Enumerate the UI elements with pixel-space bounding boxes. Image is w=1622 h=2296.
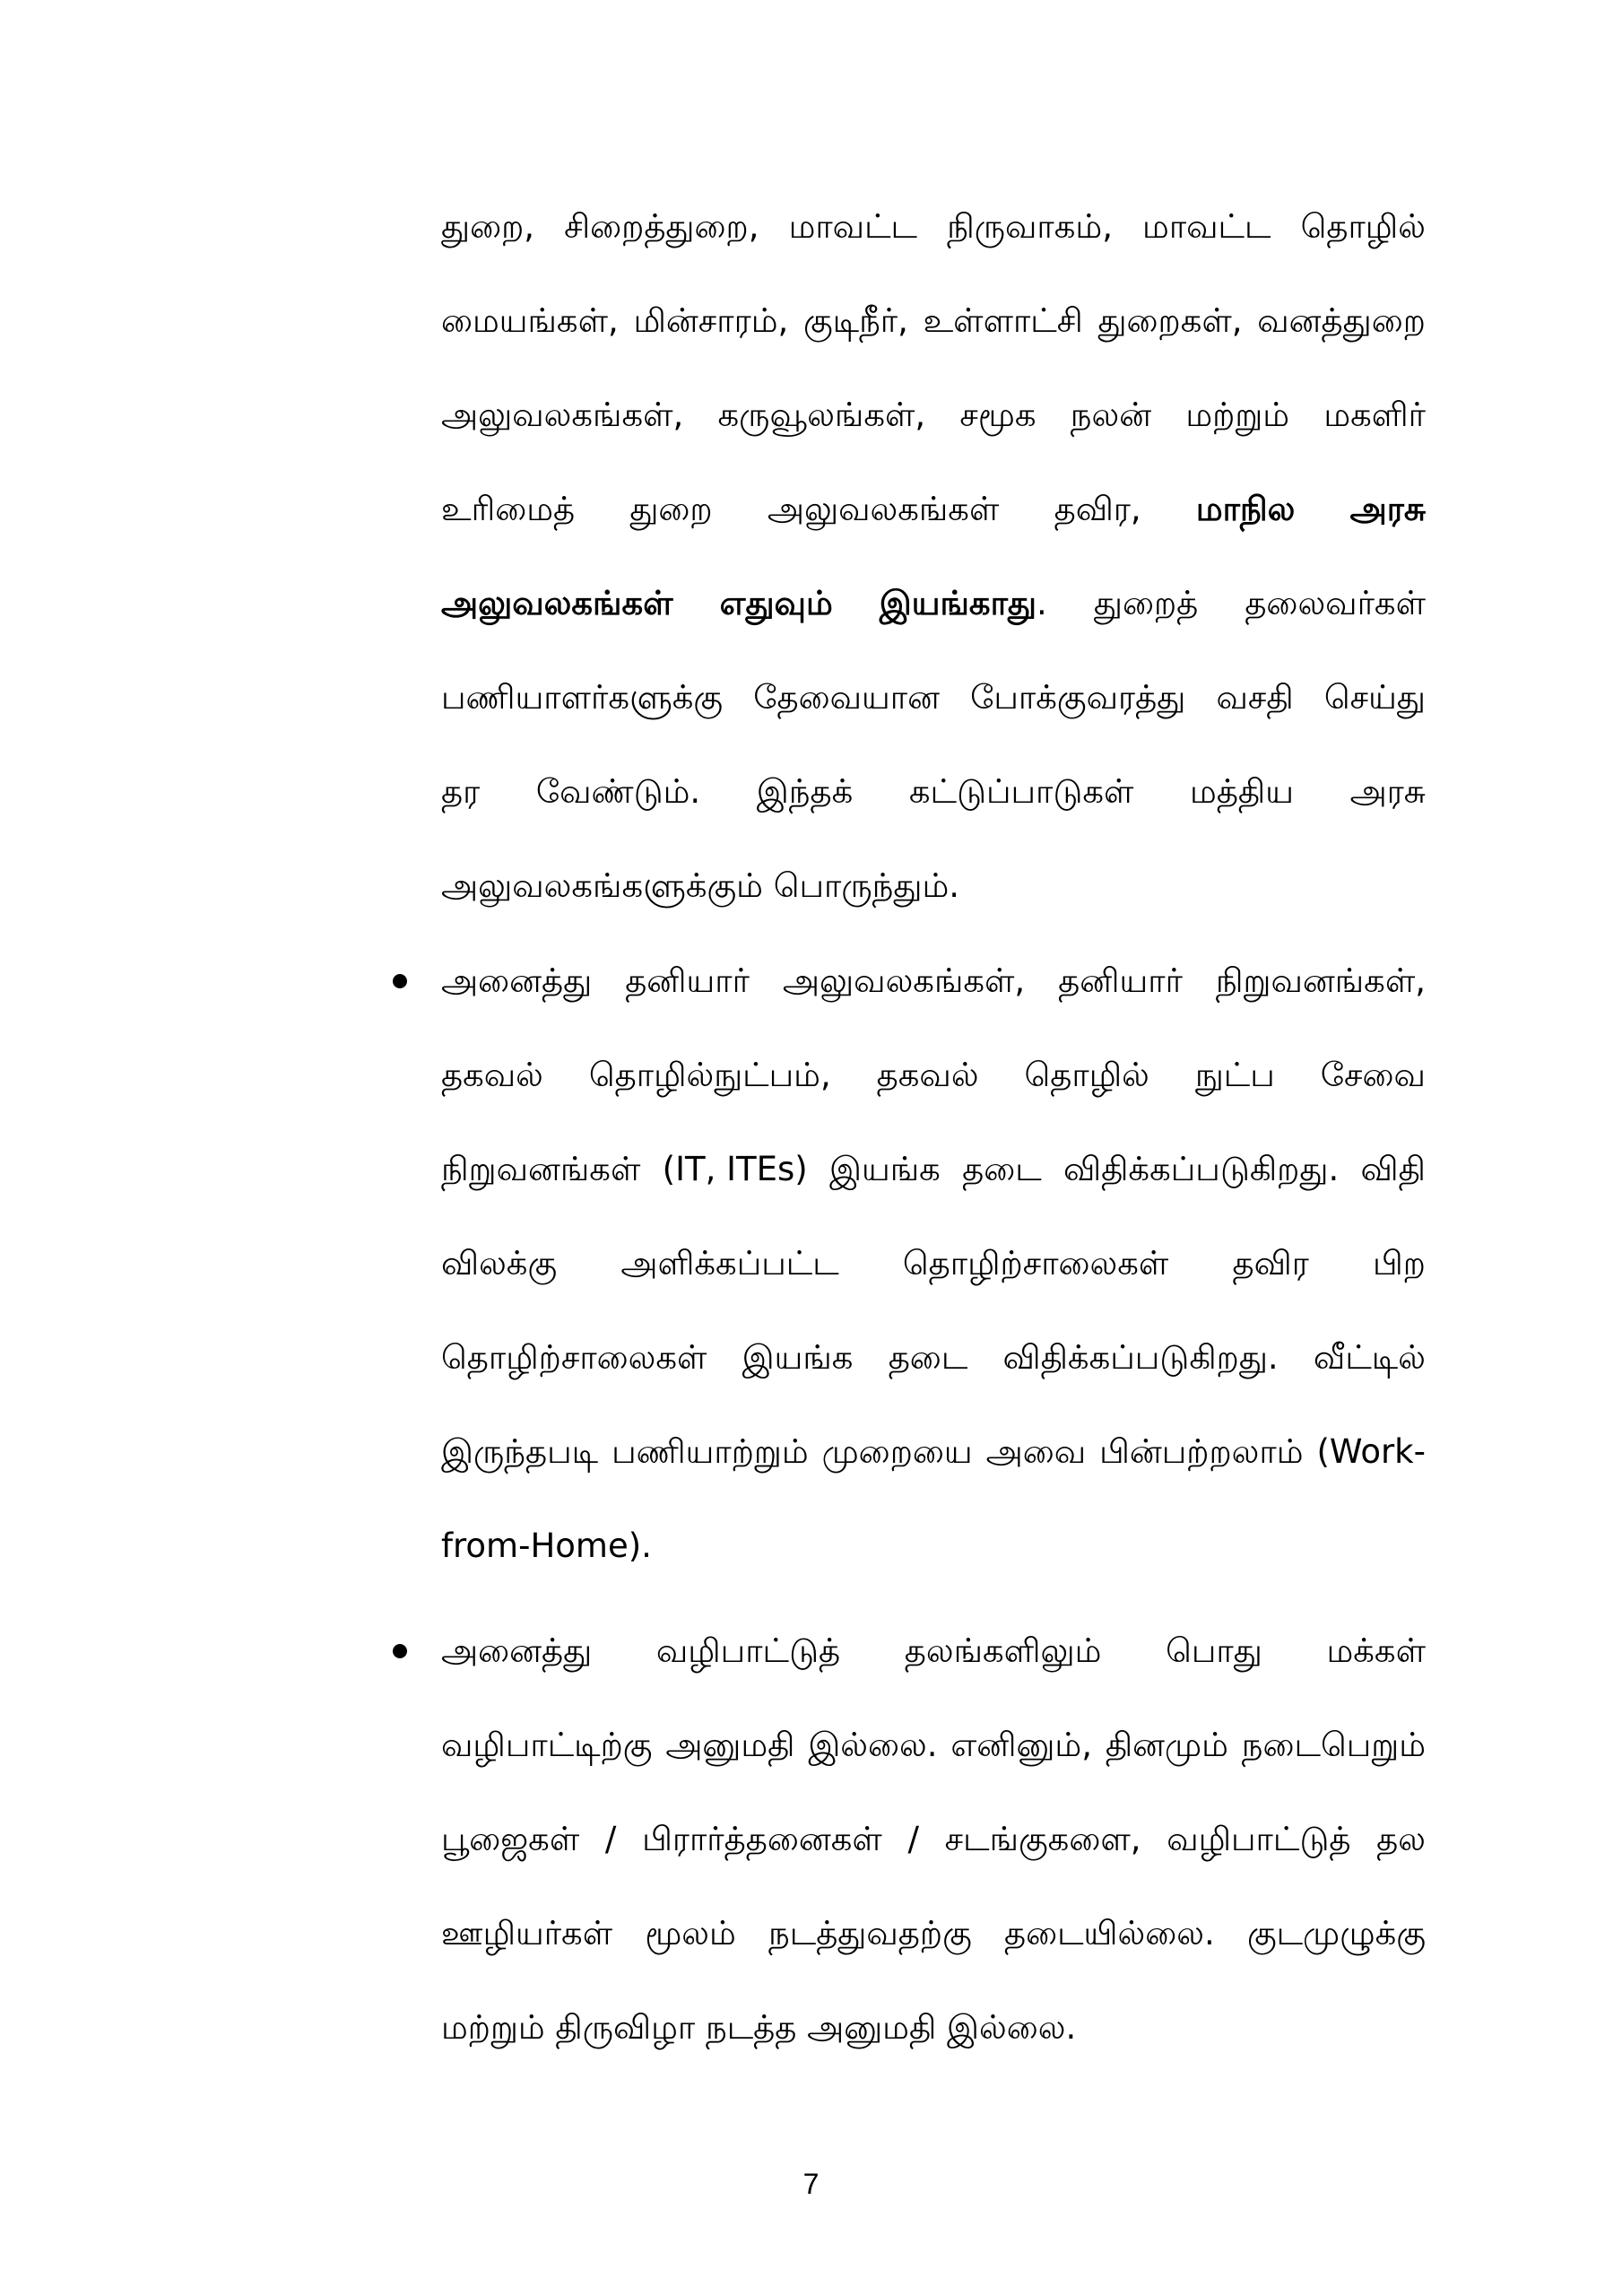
paragraph-line [441, 761, 1426, 823]
word: நிறுவனங்கள், [1215, 961, 1426, 1000]
word: இருந்தபடி [441, 1432, 599, 1471]
word: தனியார் [1058, 961, 1183, 1000]
word: தொழில்நுட்பம், [588, 1056, 831, 1094]
paragraph-line [441, 384, 1426, 447]
word: பிரார்த்தனைகள் [642, 1820, 882, 1858]
word: மின்சாரம், [633, 301, 789, 340]
word: / [907, 1820, 919, 1858]
bold-word: அலுவலகங்கள் [441, 584, 673, 622]
word: முறையை [821, 1432, 973, 1471]
word: தல [1376, 1820, 1426, 1858]
bullet-icon [393, 1644, 407, 1658]
word: தினமும் [1105, 1726, 1228, 1764]
word: நலன் [1070, 396, 1152, 434]
word: வழிபாட்டுத் [655, 1631, 841, 1670]
word: வழிபாட்டிற்கு [441, 1726, 653, 1764]
word: தகவல் [441, 1056, 543, 1094]
word: ஊழியர்கள் [441, 1914, 613, 1952]
word: சடங்குகளை, [944, 1820, 1141, 1858]
word: தவிர, [1054, 490, 1141, 528]
word: மக்கள் [1326, 1631, 1426, 1670]
word: (IT, ITEs) [662, 1150, 808, 1188]
word: வேண்டும். [535, 772, 701, 811]
word: துறைகள், [1097, 301, 1243, 340]
word: வனத்துறை [1257, 301, 1426, 340]
word: தலைவர்கள் [1245, 584, 1426, 622]
word: பொது [1166, 1631, 1262, 1670]
word: விலக்கு [441, 1244, 558, 1283]
bold-word: அரசு [1349, 490, 1426, 528]
word: குடமுழுக்கு [1246, 1914, 1426, 1952]
word: தகவல் [876, 1056, 979, 1094]
bullet-icon [393, 974, 407, 988]
word: உரிமைத் [441, 490, 576, 528]
word: அலுவலகங்கள் [767, 490, 1000, 528]
word: பிற [1373, 1244, 1426, 1283]
word: உள்ளாட்சி [923, 301, 1083, 340]
paragraph-line [441, 478, 1426, 541]
word: (Work- [1316, 1432, 1426, 1471]
bullet-line [441, 1044, 1426, 1107]
word: நடத்துவதற்கு [768, 1914, 972, 1952]
word: விதி [1360, 1150, 1426, 1188]
word: பூஜைகள் [441, 1820, 580, 1858]
word: வசதி [1216, 678, 1294, 717]
paragraph-line [441, 572, 1426, 635]
page-number: 7 [802, 2168, 820, 2200]
word: சமூக [959, 396, 1037, 434]
word: வழிபாட்டுத் [1167, 1820, 1351, 1858]
bold-word: இயங்காது [879, 584, 1037, 622]
word: தேவையான [753, 678, 940, 717]
word: அளிக்கப்பட்ட [620, 1244, 839, 1283]
word: சேவை [1320, 1056, 1426, 1094]
word: மத்திய [1190, 772, 1294, 811]
word: வீட்டில் [1313, 1338, 1426, 1377]
bullet-line [441, 950, 1426, 1013]
word: செய்து [1323, 678, 1426, 717]
word: பின்பற்றலாம் [1099, 1432, 1304, 1471]
word: பணியாற்றும் [612, 1432, 809, 1471]
bullet-line-last: மற்றும் திருவிழா நடத்த அனுமதி இல்லை. [441, 2008, 1077, 2047]
word: கட்டுப்பாடுகள் [908, 772, 1134, 811]
word: இந்தக் [756, 772, 854, 811]
bullet-line [441, 1808, 1426, 1871]
word: தடையில்லை. [1003, 1914, 1215, 1952]
word: விதிக்கப்படுகிறது. [1063, 1150, 1340, 1188]
bullet-line [441, 1421, 1426, 1483]
word: தடை [888, 1338, 968, 1377]
bullet-line [441, 1620, 1426, 1683]
word: மூலம் [645, 1914, 736, 1952]
word: சிறைத்துறை, [564, 207, 759, 246]
word: மற்றும் [1185, 396, 1290, 434]
word: தலங்களிலும் [904, 1631, 1102, 1670]
bullet-line-last: from-Home). [441, 1526, 652, 1565]
word: பணியாளர்களுக்கு [441, 678, 724, 717]
word: துறை [629, 490, 713, 528]
bullet-line [441, 1232, 1426, 1295]
word: விதிக்கப்படுகிறது. [1002, 1338, 1279, 1377]
word: / [604, 1820, 617, 1858]
word: அலுவலகங்கள், [782, 961, 1026, 1000]
word: நடைபெறும் [1241, 1726, 1426, 1764]
word: தனியார் [625, 961, 750, 1000]
word: இயங்க [742, 1338, 854, 1377]
bullet-line [441, 1714, 1426, 1777]
word: போக்குவரத்து [970, 678, 1186, 717]
word: தவிர [1232, 1244, 1309, 1283]
word: அனுமதி [665, 1726, 795, 1764]
word: அனைத்து [441, 961, 593, 1000]
word: தடை [962, 1150, 1042, 1188]
word: துறை, [441, 207, 535, 246]
bullet-line [441, 1138, 1426, 1201]
word: தொழில் [1024, 1056, 1149, 1094]
word: நுட்ப [1194, 1056, 1275, 1094]
word: மகளிர் [1323, 396, 1426, 434]
word: நிறுவனங்கள் [441, 1150, 641, 1188]
period: . [1037, 584, 1047, 622]
word: தர [441, 772, 481, 811]
word: அனைத்து [441, 1631, 593, 1670]
bold-word-with-period [880, 572, 1047, 635]
paragraph-line [441, 666, 1426, 729]
word: இல்லை. [808, 1726, 938, 1764]
word: நிருவாகம், [947, 207, 1113, 246]
word: மையங்கள், [441, 301, 619, 340]
word: தொழில் [1300, 207, 1426, 246]
word: எனினும், [950, 1726, 1092, 1764]
word: அரசு [1349, 772, 1426, 811]
bullet-line [441, 1326, 1426, 1389]
word: கருவூலங்கள், [717, 396, 926, 434]
word: தொழிற்சாலைகள் [441, 1338, 707, 1377]
bullet-line [441, 1902, 1426, 1965]
word: மாவட்ட [788, 207, 917, 246]
paragraph-line [441, 196, 1426, 258]
bold-word: மாநில [1195, 490, 1296, 528]
word: குடிநீர், [802, 301, 908, 340]
word: இயங்க [829, 1150, 941, 1188]
word: தொழிற்சாலைகள் [902, 1244, 1169, 1283]
bold-word: எதுவும் [719, 584, 833, 622]
paragraph-line [441, 290, 1426, 352]
word: அவை [985, 1432, 1087, 1471]
word: துறைத் [1093, 584, 1199, 622]
word: அலுவலகங்கள், [441, 396, 684, 434]
word: மாவட்ட [1142, 207, 1271, 246]
paragraph-line-last: அலுவலகங்களுக்கும் பொருந்தும். [441, 866, 960, 905]
